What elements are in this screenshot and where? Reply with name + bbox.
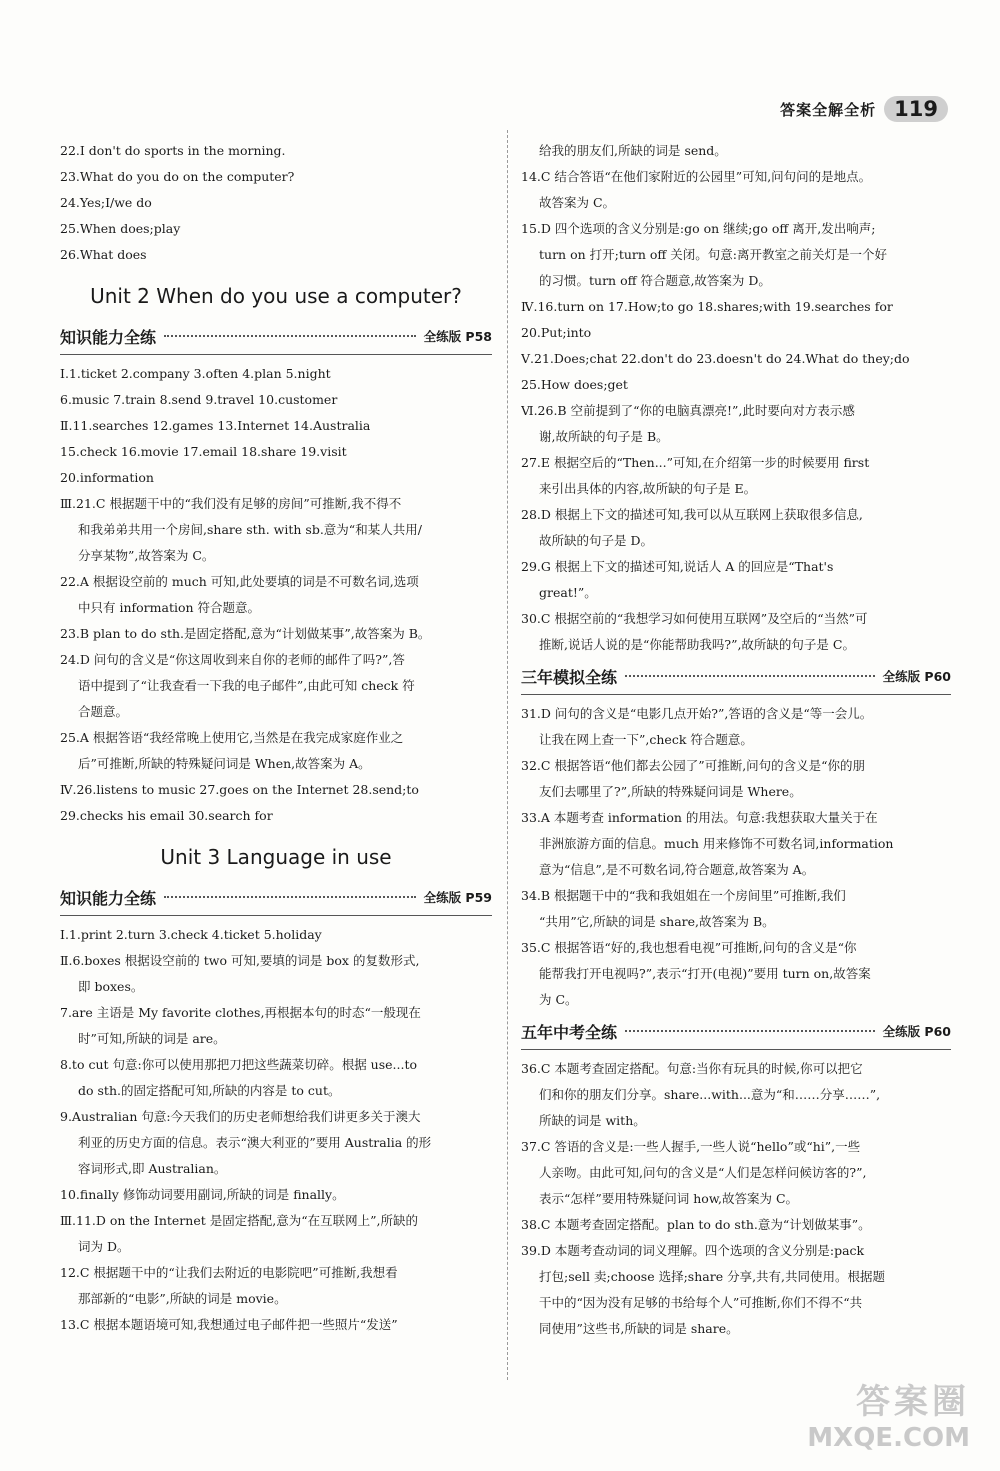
- answer-line: 能帮我打开电视吗?”,表示“打开(电视)”要用 turn on,故答案: [539, 966, 871, 981]
- answer-line: 给我的朋友们,所缺的词是 send。: [539, 143, 727, 158]
- answer-line: 20.Put;into: [521, 325, 592, 340]
- answer-line: 容词形式,即 Australian。: [78, 1161, 227, 1176]
- answer-line: 28.D 根据上下文的描述可知,我可以从互联网上获取很多信息,: [521, 507, 863, 522]
- section-ref: 全练版 P58: [423, 329, 492, 344]
- answer-line: 10.finally 修饰动词要用副词,所缺的词是 finally。: [60, 1187, 345, 1202]
- three-year-answers: [521, 701, 951, 1013]
- answers-unit1-tail: [60, 138, 492, 268]
- answer-line: great!”。: [539, 585, 597, 600]
- answer-line: 34.B 根据题干中的“我和我姐姐在一个房间里”可推断,我们: [521, 888, 846, 903]
- answer-line: 13.C 根据本题语境可知,我想通过电子邮件把一些照片“发送”: [60, 1317, 398, 1332]
- answer-line: 分享某物”,故答案为 C。: [78, 548, 215, 563]
- answer-line: Ⅳ.26.listens to music 27.goes on the Internet 28.send;to: [60, 782, 419, 797]
- answer-line: 谢,故所缺的句子是 B。: [539, 429, 669, 444]
- answer-line: 35.C 根据答语“好的,我也想看电视”可推断,问句的含义是“你: [521, 940, 857, 955]
- answer-line: 语中提到了“让我查看一下我的电子邮件”,由此可知 check 符: [78, 678, 415, 693]
- dotted-leader: [164, 335, 416, 337]
- answer-line: Ⅰ.1.print 2.turn 3.check 4.ticket 5.holiday: [60, 927, 322, 942]
- answer-line: 31.D 问句的含义是“电影几点开始?”,答语的含义是“等一会儿。: [521, 706, 873, 721]
- answer-line: 推断,说话人说的是“你能帮助我吗?”,故所缺的句子是 C。: [539, 637, 855, 652]
- watermark-url: MXQE.COM: [807, 1423, 970, 1453]
- answer-line: 32.C 根据答语“他们都去公园了”可推断,问句的含义是“你的朋: [521, 758, 866, 773]
- answer-line: 所缺的词是 with。: [539, 1113, 646, 1128]
- answer-line: 24.D 问句的含义是“你这周收到来自你的老师的邮件了吗?”,答: [60, 652, 405, 667]
- answer-line: 14.C 结合答语“在他们家附近的公园里”可知,问句问的是地点。: [521, 169, 872, 184]
- five-year-answers: [521, 1056, 951, 1342]
- answer-line: 利亚的历史方面的信息。表示“澳大利亚的”要用 Australia 的形: [78, 1135, 432, 1150]
- unit3-title: Unit 3 Language in use: [160, 845, 392, 869]
- site-watermark: [807, 1374, 970, 1453]
- answer-line: 25.A 根据答语“我经常晚上使用它,当然是在我完成家庭作业之: [60, 730, 404, 745]
- answer-line: 让我在网上查一下”,check 符合题意。: [539, 732, 753, 747]
- answer-line: “共用”它,所缺的词是 share,故答案为 B。: [539, 914, 775, 929]
- answer-line: Ⅰ.1.ticket 2.company 3.often 4.plan 5.night: [60, 366, 331, 381]
- right-column: [521, 138, 951, 1342]
- answer-line: Ⅳ.16.turn on 17.How;to go 18.shares;with 19.searches for: [521, 299, 893, 314]
- answer-line: 38.C 本题考查固定搭配。plan to do sth.意为“计划做某事”。: [521, 1217, 871, 1232]
- answer-line: turn on 打开;turn off 关闭。句意:离开教室之前关灯是一个好: [539, 247, 887, 262]
- answer-line: 非洲旅游方面的信息。much 用来修饰不可数名词,information: [539, 836, 894, 851]
- answer-line: Ⅵ.26.B 空前提到了“你的电脑真漂亮!”,此时要向对方表示感: [521, 403, 855, 418]
- unit3-section-header: [60, 879, 492, 916]
- answer-line: 9.Australian 句意:今天我们的历史老师想给我们讲更多关于澳大: [60, 1109, 421, 1124]
- answer-line: 23.B plan to do sth.是固定搭配,意为“计划做某事”,故答案为 B。: [60, 626, 431, 641]
- answer-line: Ⅲ.21.C 根据题干中的“我们没有足够的房间”可推断,我不得不: [60, 496, 402, 511]
- answer-line: 故答案为 C。: [539, 195, 616, 210]
- three-year-section-header: [521, 658, 951, 695]
- header-title: 答案全解全析: [780, 100, 877, 119]
- answer-line: 24.Yes;I/we do: [60, 195, 152, 210]
- section-title: 知识能力全练: [60, 888, 157, 908]
- unit3-answers-continued: [521, 138, 951, 658]
- five-year-section-header: [521, 1013, 951, 1050]
- answer-line: 干中的“因为没有足够的书给每个人”可推断,你们不得不“共: [539, 1295, 863, 1310]
- answer-line: Ⅴ.21.Does;chat 22.don't do 23.doesn't do 24.What do they;do: [521, 351, 910, 366]
- answer-line: 为 C。: [539, 992, 578, 1007]
- answer-line: 7.are 主语是 My favorite clothes,再根据本句的时态“一般现在: [60, 1005, 421, 1020]
- answer-line: 即 boxes。: [78, 979, 144, 994]
- answer-line: 意为“信息”,是不可数名词,符合题意,故答案为 A。: [539, 862, 815, 877]
- answer-line: 词为 D。: [78, 1239, 130, 1254]
- answer-line: 29.G 根据上下文的描述可知,说话人 A 的回应是“That's: [521, 559, 834, 574]
- answer-line: 30.C 根据空前的“我想学习如何使用互联网”及空后的“当然”可: [521, 611, 868, 626]
- answer-line: 来引出具体的内容,故所缺的句子是 E。: [539, 481, 757, 496]
- answer-line: 15.check 16.movie 17.email 18.share 19.visit: [60, 444, 347, 459]
- answer-line: 15.D 四个选项的含义分别是:go on 继续;go off 离开,发出响声;: [521, 221, 876, 236]
- answer-line: 打包;sell 卖;choose 选择;share 分享,共有,共同使用。根据题: [539, 1269, 886, 1284]
- answer-line: 同使用”这些书,所缺的词是 share。: [539, 1321, 739, 1336]
- unit2-section-header: [60, 318, 492, 355]
- answer-line: 29.checks his email 30.search for: [60, 808, 273, 823]
- section-ref: 全练版 P59: [423, 890, 492, 905]
- answer-line: 表示“怎样”要用特殊疑问词 how,故答案为 C。: [539, 1191, 799, 1206]
- answer-line: 和我弟弟共用一个房间,share sth. with sb.意为“和某人共用/: [78, 522, 422, 537]
- section-title: 三年模拟全练: [521, 667, 618, 687]
- answer-line: Ⅱ.11.searches 12.games 13.Internet 14.Australia: [60, 418, 371, 433]
- answer-line: 那部新的“电影”,所缺的词是 movie。: [78, 1291, 287, 1306]
- answer-line: do sth.的固定搭配可知,所缺的内容是 to cut。: [78, 1083, 341, 1098]
- unit3-answers: [60, 922, 492, 1338]
- answer-line: 故所缺的句子是 D。: [539, 533, 653, 548]
- answer-line: 25.When does;play: [60, 221, 181, 236]
- answer-line: Ⅱ.6.boxes 根据设空前的 two 可知,要填的词是 box 的复数形式,: [60, 953, 420, 968]
- answer-line: 后”可推断,所缺的特殊疑问词是 When,故答案为 A。: [78, 756, 371, 771]
- answer-line: Ⅲ.11.D on the Internet 是固定搭配,意为“在互联网上”,所缺的: [60, 1213, 418, 1228]
- answer-line: 25.How does;get: [521, 377, 628, 392]
- answer-line: 39.D 本题考查动词的词义理解。四个选项的含义分别是:pack: [521, 1243, 865, 1258]
- answer-line: 的习惯。turn off 符合题意,故答案为 D。: [539, 273, 771, 288]
- answer-line: 6.music 7.train 8.send 9.travel 10.customer: [60, 392, 338, 407]
- answer-line: 22.I don't do sports in the morning.: [60, 143, 286, 158]
- section-title: 五年中考全练: [521, 1022, 618, 1042]
- answer-line: 23.What do you do on the computer?: [60, 169, 295, 184]
- page-header: [780, 96, 948, 122]
- answer-line: 33.A 本题考查 information 的用法。句意:我想获取大量关于在: [521, 810, 878, 825]
- answer-line: 20.information: [60, 470, 154, 485]
- answer-line: 人亲吻。由此可知,问句的含义是“人们是怎样问候访客的?”,: [539, 1165, 867, 1180]
- section-title: 知识能力全练: [60, 327, 157, 347]
- answer-line: 22.A 根据设空前的 much 可知,此处要填的词是不可数名词,选项: [60, 574, 419, 589]
- answer-line: 们和你的朋友们分享。share...with...意为“和……分享……”,: [539, 1087, 881, 1102]
- answer-line: 27.E 根据空后的“Then...”可知,在介绍第一步的时候要用 first: [521, 455, 870, 470]
- watermark-logo-text: 答案圈: [856, 1382, 970, 1422]
- dotted-leader: [164, 896, 416, 898]
- unit2-title: Unit 2 When do you use a computer?: [90, 284, 462, 308]
- answer-line: 37.C 答语的含义是:一些人握手,一些人说“hello”或“hi”,一些: [521, 1139, 861, 1154]
- section-ref: 全练版 P60: [882, 669, 951, 684]
- section-ref: 全练版 P60: [882, 1024, 951, 1039]
- answer-line: 8.to cut 句意:你可以使用那把刀把这些蔬菜切碎。根据 use...to: [60, 1057, 418, 1072]
- column-divider: [507, 130, 508, 1380]
- answer-line: 合题意。: [78, 704, 129, 719]
- page-number: 119: [884, 96, 948, 122]
- left-column: [60, 138, 492, 1338]
- answer-line: 26.What does: [60, 247, 147, 262]
- answer-line: 友们去哪里了?”,所缺的特殊疑问词是 Where。: [539, 784, 802, 799]
- answer-line: 中只有 information 符合题意。: [78, 600, 261, 615]
- unit2-answers: [60, 361, 492, 829]
- answer-line: 12.C 根据题干中的“让我们去附近的电影院吧”可推断,我想看: [60, 1265, 398, 1280]
- dotted-leader: [625, 1030, 875, 1032]
- answer-line: 36.C 本题考查固定搭配。句意:当你有玩具的时候,你可以把它: [521, 1061, 863, 1076]
- answer-line: 时”可知,所缺的词是 are。: [78, 1031, 226, 1046]
- dotted-leader: [625, 675, 875, 677]
